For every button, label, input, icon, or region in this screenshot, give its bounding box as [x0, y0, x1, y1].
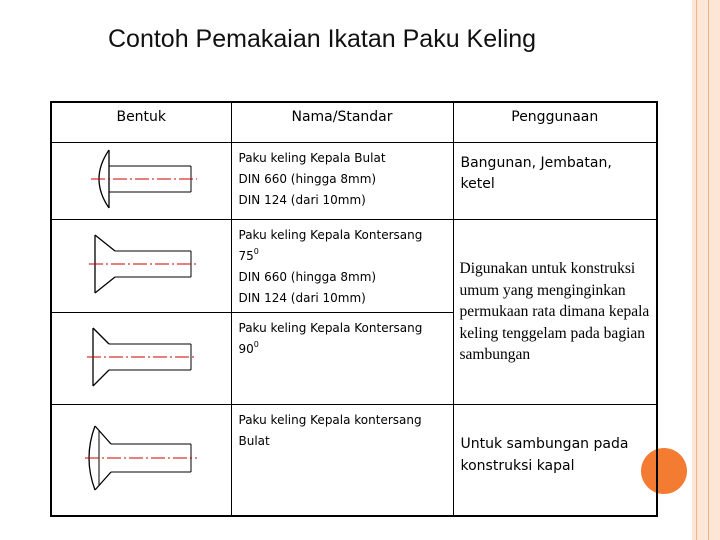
standard-line: DIN 124 (dari 10mm)	[238, 193, 366, 207]
angle-value: 75	[238, 249, 254, 263]
frame-line-right	[708, 0, 709, 540]
header-penggunaan: Penggunaan	[453, 102, 657, 143]
header-bentuk: Bentuk	[51, 102, 231, 143]
use-cell: Digunakan untuk konstruksi umum yang menginginkan permukaan rata dimana kepala keling tenggelam pada bagian sambungan	[453, 220, 657, 405]
countersunk-75-rivet-icon	[81, 229, 201, 299]
name-cell	[231, 405, 453, 516]
standard-line: DIN 660 (hingga 8mm)	[238, 172, 377, 186]
degree-mark: 0	[253, 247, 259, 256]
use-cell: Bangunan, Jembatan, ketel	[453, 143, 657, 220]
table-header-row	[51, 102, 657, 143]
rivet-name: Paku keling Kepala Kontersang	[238, 321, 423, 335]
countersunk-90-rivet-icon	[81, 322, 201, 392]
rivet-name: Bulat	[238, 434, 270, 448]
table-row	[51, 405, 657, 516]
angle-value: 90	[238, 342, 254, 356]
shape-cell	[51, 220, 231, 313]
rivet-table	[50, 101, 658, 517]
shape-cell	[51, 405, 231, 516]
name-cell	[231, 313, 453, 405]
standard-line: DIN 660 (hingga 8mm)	[238, 270, 377, 284]
angle-line	[239, 246, 447, 267]
oval-countersunk-rivet-icon	[81, 418, 201, 498]
shape-cell	[51, 143, 231, 220]
shape-cell	[51, 313, 231, 405]
table-row	[51, 143, 657, 220]
use-cell: Untuk sambungan pada konstruksi kapal	[453, 405, 657, 516]
standard-line: DIN 124 (dari 10mm)	[238, 291, 366, 305]
rivet-name: Paku keling Kepala kontersang	[238, 413, 422, 427]
name-cell	[231, 220, 453, 313]
header-nama: Nama/Standar	[231, 102, 453, 143]
degree-mark: 0	[253, 340, 259, 349]
angle-line	[239, 339, 447, 360]
name-cell	[231, 143, 453, 220]
rivet-name: Paku keling Kepala Bulat	[238, 151, 386, 165]
table-row	[51, 220, 657, 313]
rivet-name: Paku keling Kepala Kontersang	[238, 228, 423, 242]
page-title: Contoh Pemakaian Ikatan Paku Keling	[108, 25, 537, 53]
frame-line-left	[696, 0, 697, 540]
round-head-rivet-icon	[81, 144, 201, 214]
